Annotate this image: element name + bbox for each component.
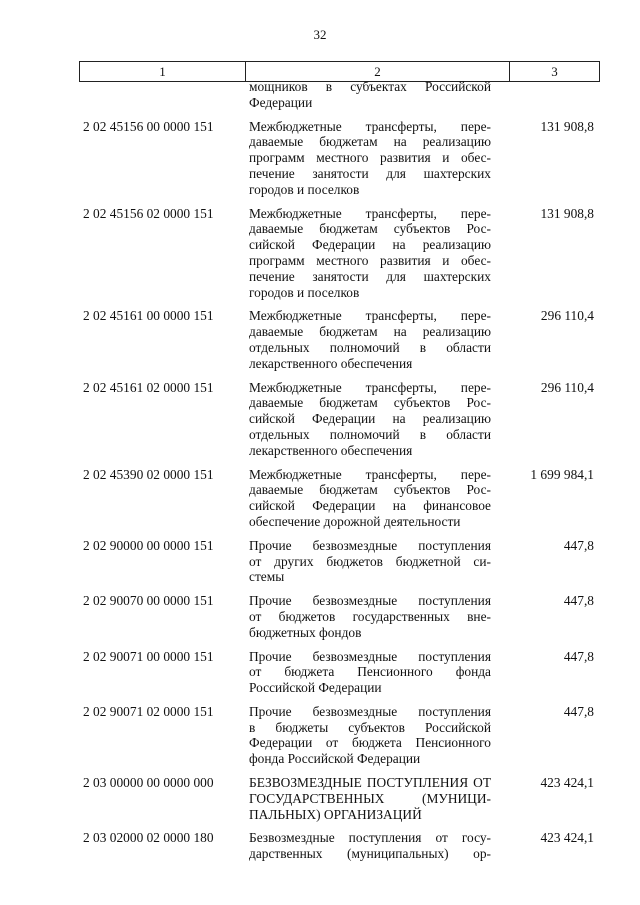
row-description bbox=[245, 380, 491, 459]
row-code: 2 02 90000 00 0000 151 bbox=[83, 537, 214, 553]
header-column-3: 3 bbox=[551, 63, 558, 79]
table-row bbox=[79, 119, 600, 198]
row-amount: 296 110,4 bbox=[540, 379, 594, 395]
table-row bbox=[79, 538, 600, 585]
row-amount: 131 908,8 bbox=[540, 118, 594, 134]
description-line: программ местного развития и обес- bbox=[249, 252, 491, 268]
description-line: мощников в субъектах Российской bbox=[249, 79, 491, 94]
description-line: лекарственного обеспечения bbox=[249, 355, 413, 371]
row-description bbox=[245, 704, 491, 767]
description-line: Федерации от бюджета Пенсионного bbox=[249, 735, 491, 751]
description-line: печение занятости для шахтерских bbox=[249, 268, 491, 284]
description-line: даваемые бюджетам на реализацию bbox=[249, 324, 491, 340]
row-code: 2 02 45156 02 0000 151 bbox=[83, 205, 214, 221]
table-body bbox=[79, 79, 600, 862]
table-row bbox=[79, 704, 600, 767]
row-code: 2 02 45156 00 0000 151 bbox=[83, 118, 214, 134]
description-line: фонда Российской Федерации bbox=[249, 751, 421, 767]
description-line: Федерации bbox=[249, 94, 313, 110]
table-row bbox=[79, 380, 600, 459]
description-line: сийской Федерации на финансовое bbox=[249, 498, 491, 514]
description-line: обеспечение дорожной деятельности bbox=[249, 513, 461, 529]
row-amount: 447,8 bbox=[563, 703, 594, 719]
row-description bbox=[245, 775, 491, 822]
row-amount: 296 110,4 bbox=[540, 308, 594, 324]
description-line: стемы bbox=[249, 569, 285, 585]
row-description bbox=[245, 79, 491, 111]
description-line: Прочие безвозмездные поступления bbox=[249, 537, 491, 553]
row-code: 2 02 90071 00 0000 151 bbox=[83, 648, 214, 664]
description-line: Межбюджетные трансферты, пере- bbox=[249, 308, 491, 324]
row-amount: 423 424,1 bbox=[540, 830, 594, 846]
row-amount: 423 424,1 bbox=[540, 775, 594, 791]
description-line: Межбюджетные трансферты, пере- bbox=[249, 118, 491, 134]
description-line: дарственных (муниципальных) ор- bbox=[249, 846, 491, 862]
description-line: программ местного развития и обес- bbox=[249, 150, 491, 166]
description-line: даваемые бюджетам на реализацию bbox=[249, 134, 491, 150]
table-row bbox=[79, 593, 600, 640]
page-number: 32 bbox=[313, 27, 327, 42]
table-row bbox=[79, 467, 600, 530]
description-line: ПАЛЬНЫХ) ОРГАНИЗАЦИЙ bbox=[249, 806, 422, 822]
row-description bbox=[245, 467, 491, 530]
description-line: сийской Федерации на реализацию bbox=[249, 411, 491, 427]
description-line: Прочие безвозмездные поступления bbox=[249, 703, 491, 719]
row-description bbox=[245, 538, 491, 585]
description-line: лекарственного обеспечения bbox=[249, 442, 413, 458]
header-column-1: 1 bbox=[80, 62, 246, 81]
row-description bbox=[245, 308, 491, 371]
row-description bbox=[245, 830, 491, 862]
description-line: БЕЗВОЗМЕЗДНЫЕ ПОСТУПЛЕНИЯ ОТ bbox=[249, 775, 491, 791]
description-line: Межбюджетные трансферты, пере- bbox=[249, 379, 491, 395]
row-amount: 447,8 bbox=[563, 593, 594, 609]
row-code: 2 02 90070 00 0000 151 bbox=[83, 593, 214, 609]
row-code: 2 03 02000 02 0000 180 bbox=[83, 830, 214, 846]
row-code: 2 03 00000 00 0000 000 bbox=[83, 775, 214, 791]
description-line: даваемые бюджетам субъектов Рос- bbox=[249, 482, 491, 498]
description-line: городов и поселков bbox=[249, 284, 360, 300]
description-line: от бюджета Пенсионного фонда bbox=[249, 664, 491, 680]
description-line: Межбюджетные трансферты, пере- bbox=[249, 466, 491, 482]
table-row bbox=[79, 775, 600, 822]
description-line: Прочие безвозмездные поступления bbox=[249, 648, 491, 664]
row-amount: 1 699 984,1 bbox=[530, 466, 594, 482]
row-code: 2 02 45161 02 0000 151 bbox=[83, 379, 214, 395]
description-line: бюджетных фондов bbox=[249, 624, 362, 640]
table-row bbox=[79, 308, 600, 371]
description-line: печение занятости для шахтерских bbox=[249, 165, 491, 181]
table-row bbox=[79, 830, 600, 862]
description-line: Российской Федерации bbox=[249, 680, 382, 696]
table-row bbox=[79, 206, 600, 301]
row-code: 2 02 45390 02 0000 151 bbox=[83, 466, 214, 482]
description-line: даваемые бюджетам субъектов Рос- bbox=[249, 221, 491, 237]
description-line: даваемые бюджетам субъектов Рос- bbox=[249, 395, 491, 411]
row-description bbox=[245, 593, 491, 640]
row-description bbox=[245, 119, 491, 198]
description-line: Прочие безвозмездные поступления bbox=[249, 593, 491, 609]
row-description bbox=[245, 649, 491, 696]
description-line: ГОСУДАРСТВЕННЫХ (МУНИЦИ- bbox=[249, 790, 491, 806]
row-code: 2 02 90071 02 0000 151 bbox=[83, 703, 214, 719]
header-column-2: 2 bbox=[246, 62, 510, 81]
row-code: 2 02 45161 00 0000 151 bbox=[83, 308, 214, 324]
description-line: отдельных полномочий в области bbox=[249, 426, 491, 442]
table-row-continuation bbox=[79, 79, 600, 111]
row-amount: 131 908,8 bbox=[540, 205, 594, 221]
description-line: Межбюджетные трансферты, пере- bbox=[249, 205, 491, 221]
row-description bbox=[245, 206, 491, 301]
description-line: городов и поселков bbox=[249, 181, 360, 197]
table-row bbox=[79, 649, 600, 696]
row-amount: 447,8 bbox=[563, 537, 594, 553]
row-amount: 447,8 bbox=[563, 648, 594, 664]
description-line: от других бюджетов бюджетной си- bbox=[249, 553, 491, 569]
description-line: сийской Федерации на реализацию bbox=[249, 237, 491, 253]
description-line: в бюджеты субъектов Российской bbox=[249, 719, 491, 735]
description-line: отдельных полномочий в области bbox=[249, 339, 491, 355]
description-line: от бюджетов государственных вне- bbox=[249, 608, 491, 624]
description-line: Безвозмездные поступления от госу- bbox=[249, 830, 491, 846]
